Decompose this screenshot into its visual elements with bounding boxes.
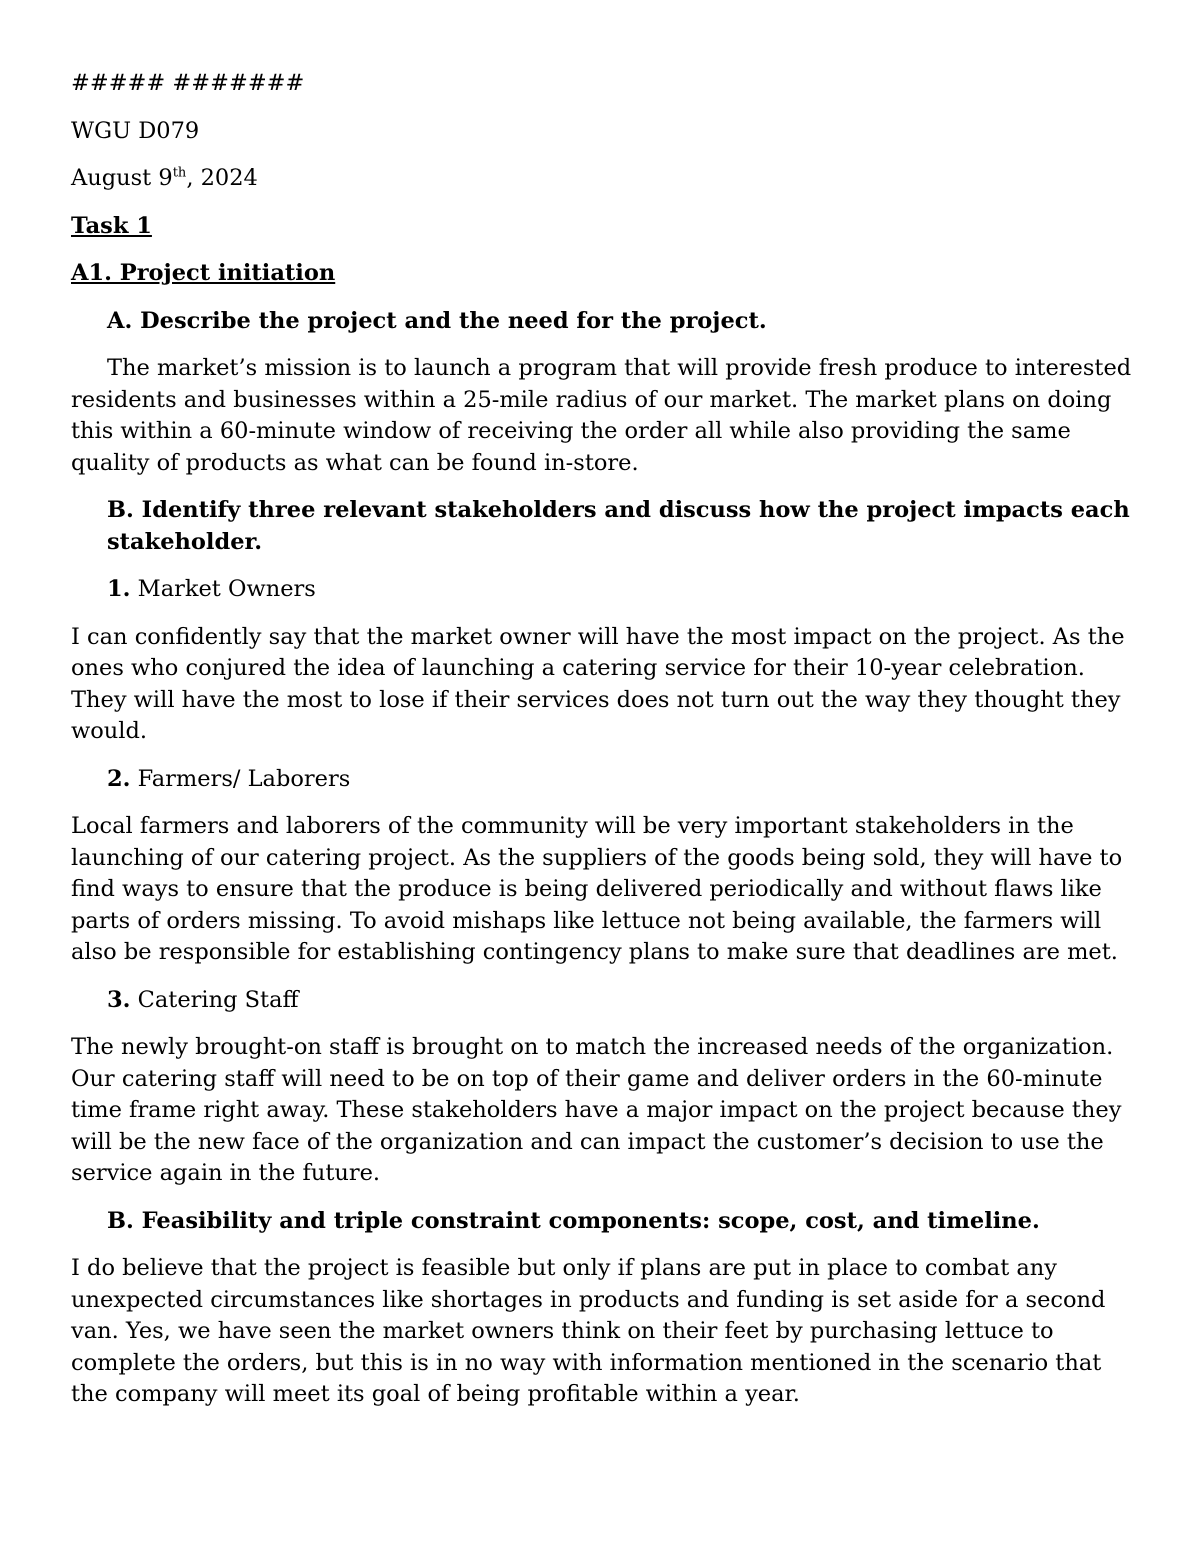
stakeholder-1-body: I can confidently say that the market owner will have the most impact on the project. As the ones who conjured the idea of launching a catering service for their 10-year celebration. They will have the most to lose if their services does not turn out the way they thought they would.: [71, 623, 1125, 744]
section-a-heading: A. Describe the project and the need for the project.: [107, 307, 767, 334]
stakeholder-2-title: [71, 764, 1141, 796]
stakeholder-3-title: [71, 985, 1141, 1017]
stakeholder-3-body: The newly brought-on staff is brought on to match the increased needs of the organization. Our catering staff will need to be on top of their game and deliver orders in the 60-minute time frame right away. These stakeholders have a major impact on the project because they will be the new face of the organization and can impact the customer’s decision to use the service again in the future.: [71, 1034, 1122, 1186]
course-code: WGU D079: [71, 117, 200, 144]
section-a-body: The market’s mission is to launch a program that will provide fresh produce to interested residents and businesses within a 25-mile radius of our market. The market plans on doing this within a 60-minute window of receiving the order all while also providing the same quality of products as what can be found in-store.: [71, 355, 1132, 476]
stakeholder-2-number: 2.: [107, 765, 131, 792]
date-rest: , 2024: [186, 165, 258, 191]
document-date: [71, 163, 1141, 195]
stakeholder-1-number: 1.: [107, 576, 131, 602]
stakeholder-1-title: [71, 574, 1141, 606]
section-b-heading: B. Identify three relevant stakeholders and discuss how the project impacts each stakeholder.: [107, 497, 1130, 555]
author-name-redacted: ##### #######: [71, 70, 305, 96]
stakeholder-3-name: Catering Staff: [130, 986, 299, 1013]
stakeholder-2-name: Farmers/ Laborers: [130, 765, 351, 792]
date-superscript: th: [172, 165, 187, 181]
feasibility-heading: B. Feasibility and triple constraint components: scope, cost, and timeline.: [107, 1207, 1040, 1234]
stakeholder-2-body: Local farmers and laborers of the community will be very important stakeholders in the launching of our catering project. As the suppliers of the goods being sold, they will have to find ways to ensure that the produce is being delivered periodically and without flaws like parts of orders missing. To avoid mishaps like lettuce not being available, the farmers will also be responsible for establishing contingency plans to make sure that deadlines are met.: [71, 813, 1123, 965]
stakeholder-3-number: 3.: [107, 986, 131, 1013]
date-main: August 9: [71, 165, 173, 191]
document-page: [71, 68, 1141, 1427]
stakeholder-1-name: Market Owners: [130, 576, 316, 602]
feasibility-body: I do believe that the project is feasible but only if plans are put in place to combat any unexpected circumstances like shortages in products and funding is set aside for a second van. Yes, we have seen the market owners think on their feet by purchasing lettuce to complete the orders, but this is in no way with information mentioned in the scenario that the company will meet its goal of being profitable within a year.: [71, 1255, 1106, 1407]
task-title: Task 1: [71, 212, 152, 239]
section-a1-heading: A1. Project initiation: [71, 260, 336, 286]
